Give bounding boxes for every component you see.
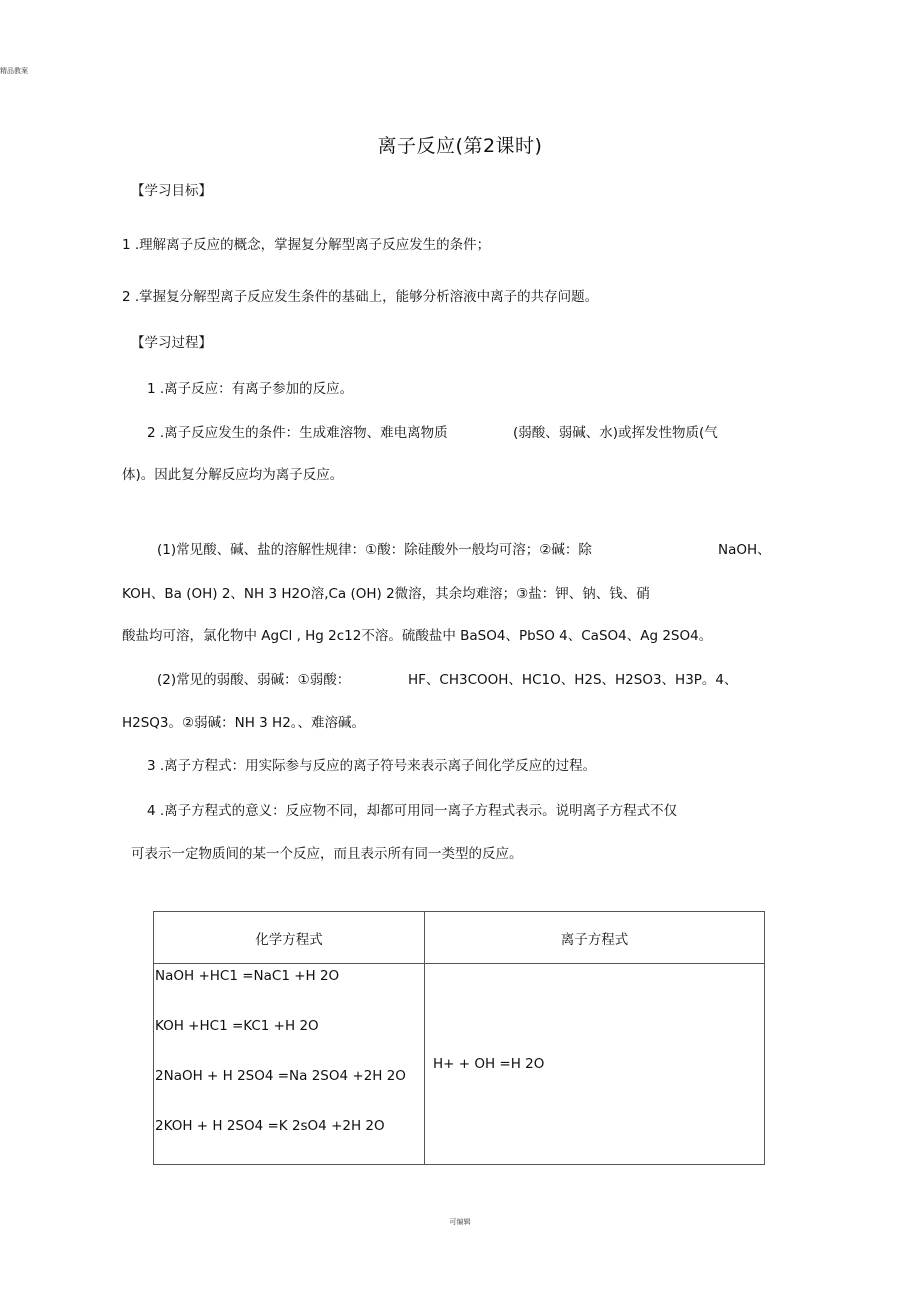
goal-item-1: 1 .理解离子反应的概念，掌握复分解型离子反应发生的条件； — [122, 237, 491, 253]
header-note: 精品教案 — [0, 67, 28, 75]
chemical-equation: 2NaOH + H 2SO4 =Na 2SO4 +2H 2O — [155, 1068, 406, 1084]
goal-item-2: 2 .掌握复分解型离子反应发生条件的基础上，能够分析溶液中离子的共存问题。 — [122, 289, 599, 305]
paragraph-4-line-1: 4 .离子方程式的意义：反应物不同，却都可用同一离子方程式表示。说明离子方程式不仅 — [147, 803, 678, 819]
solubility-rule-line-1: (1)常见酸、碱、盐的溶解性规律：①酸：除硅酸外一般均可溶；②碱：除 — [157, 542, 592, 558]
solubility-rule-line-3: 酸盐均可溶，氯化物中 AgCl , Hg 2c12不溶。硫酸盐中 BaSO4、PbSO 4、CaSO4、Ag 2SO4。 — [122, 628, 713, 644]
paragraph-2-part-b: (弱酸、弱碱、水)或挥发性物质(气 — [513, 425, 718, 441]
column-header-chemical: 化学方程式 — [154, 912, 425, 964]
paragraph-3: 3 .离子方程式：用实际参与反应的离子符号来表示离子间化学反应的过程。 — [147, 758, 597, 774]
footer-note: 可编辑 — [449, 1218, 471, 1226]
page-title: 离子反应(第2课时) — [377, 135, 543, 157]
column-header-ionic: 离子方程式 — [425, 912, 765, 964]
table-row — [154, 964, 765, 1165]
section-heading-process: 【学习过程】 — [131, 335, 212, 351]
weak-acid-base-line-1: (2)常见的弱酸、弱碱：①弱酸： — [157, 672, 351, 688]
table-header-row — [154, 912, 765, 964]
paragraph-1: 1 .离子反应：有离子参加的反应。 — [147, 381, 354, 397]
paragraph-2-part-c: 体)。因此复分解反应均为离子反应。 — [122, 467, 344, 483]
paragraph-2-part-a: 2 .离子反应发生的条件：生成难溶物、难电离物质 — [147, 425, 448, 441]
ionic-equation-cell: H+ + OH =H 2O — [425, 964, 765, 1165]
section-heading-goals: 【学习目标】 — [131, 183, 212, 199]
chemical-equation: NaOH +HC1 =NaC1 +H 2O — [155, 968, 340, 984]
equation-table — [153, 911, 765, 1165]
solubility-rule-line-2: KOH、Ba (OH) 2、NH 3 H2O溶,Ca (OH) 2微溶，其余均难溶；③盐：钾、钠、钱、硝 — [122, 586, 650, 602]
chemical-equation: 2KOH + H 2SO4 =K 2sO4 +2H 2O — [155, 1118, 385, 1134]
weak-acid-list: HF、CH3COOH、HC1O、H2S、H2SO3、H3P。4、 — [408, 672, 738, 688]
chemical-equations-cell — [154, 964, 425, 1165]
chemical-equation: KOH +HC1 =KC1 +H 2O — [155, 1018, 319, 1034]
paragraph-4-line-2: 可表示一定物质间的某一个反应，而且表示所有同一类型的反应。 — [131, 846, 523, 862]
weak-acid-base-line-2: H2SQ3。②弱碱：NH 3 H2。、难溶碱。 — [122, 715, 366, 731]
solubility-rule-line-1-end: NaOH、 — [718, 542, 771, 558]
